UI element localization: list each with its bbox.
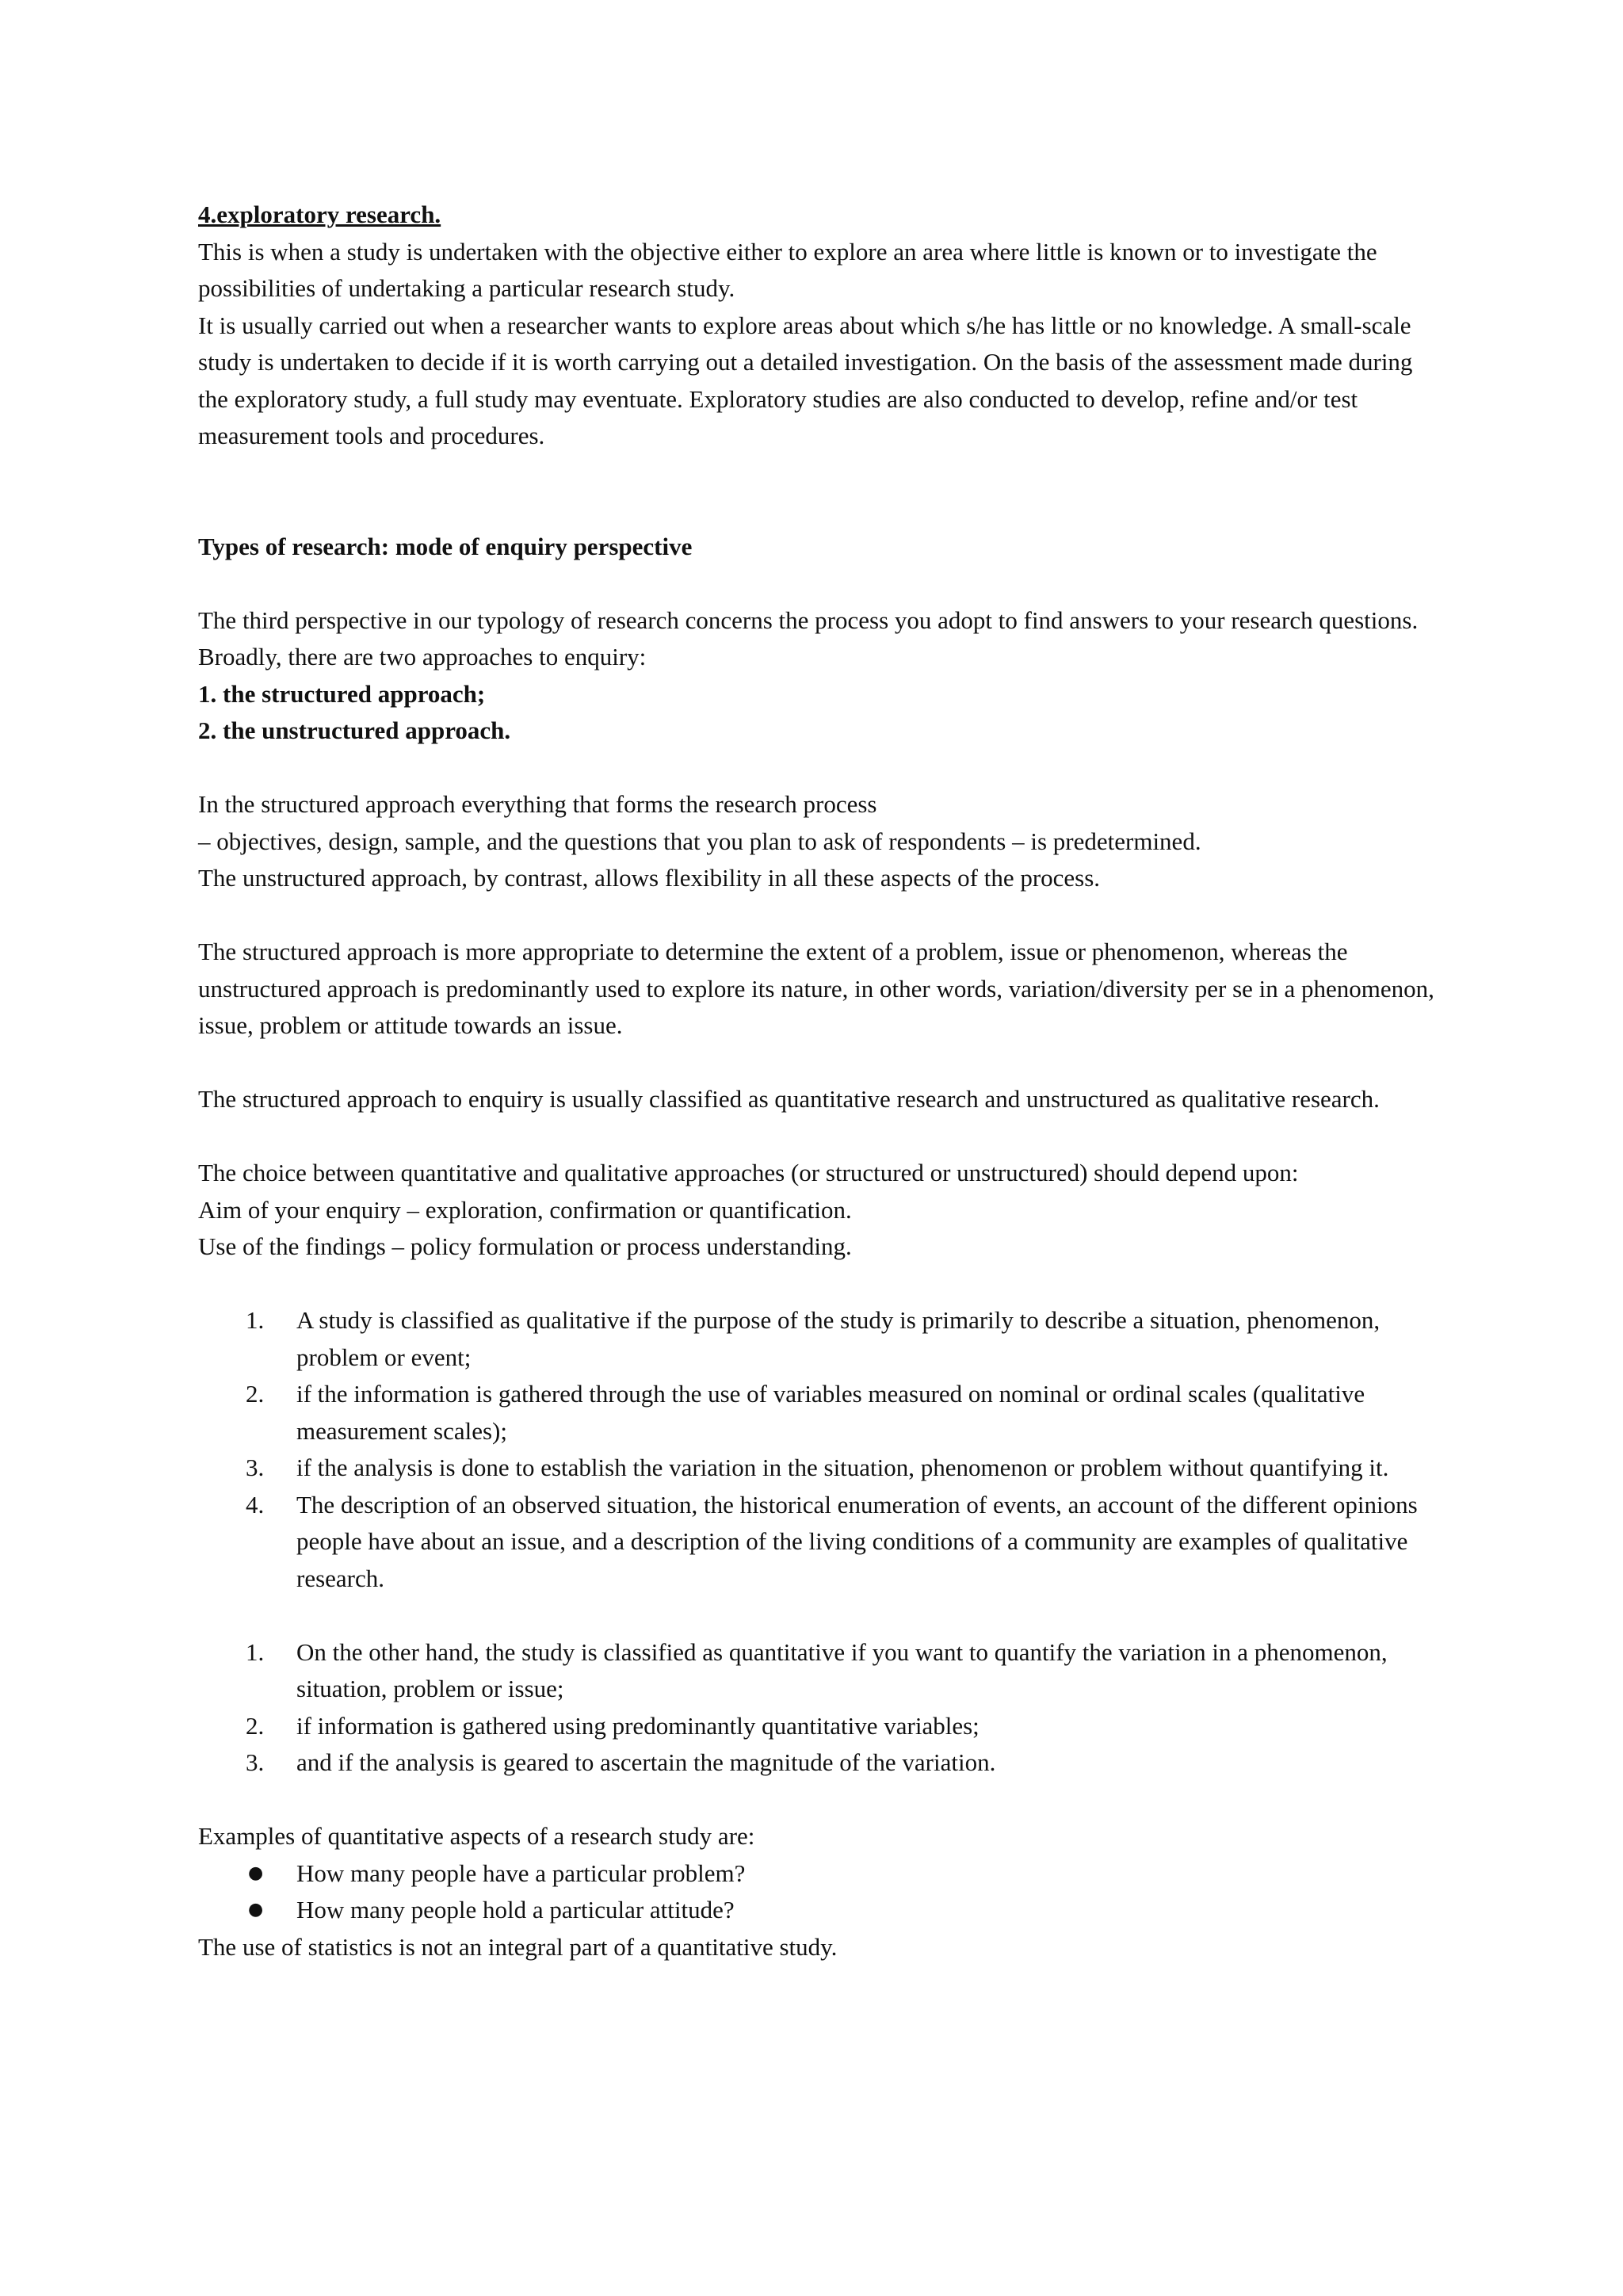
- spacer: [198, 455, 1434, 529]
- paragraph-exploratory-usage: It is usually carried out when a researcher wants to explore areas about which s/he has little or no knowledge. A small-scale study is undertaken to decide if it is worth carrying out a detailed investigation. On the basis of the assessment made during the exploratory study, a full study may eventuate. Exploratory studies are also conducted to develop, refine and/or test measurement tools and procedures.: [198, 311, 1413, 449]
- paragraph-classified: The structured approach to enquiry is usually classified as quantitative research and unstructured as qualitative research.: [198, 1085, 1380, 1113]
- document-page: [198, 197, 1434, 1966]
- list-number: 2.: [246, 1380, 265, 1408]
- list-number: 4.: [246, 1490, 265, 1519]
- approach-unstructured: 2. the unstructured approach.: [198, 716, 511, 744]
- list-item-text: On the other hand, the study is classified as quantitative if you want to quantify the variation in a phenomenon, situation, problem or issue;: [296, 1637, 1388, 1702]
- quantitative-list: [198, 1634, 1434, 1782]
- section-heading-enquiry: Types of research: mode of enquiry perspective: [198, 532, 693, 560]
- bullet-icon: ●: [248, 1900, 264, 1920]
- list-item-text: if the information is gathered through the use of variables measured on nominal or ordinal scales (qualitative measurement scales);: [296, 1380, 1365, 1445]
- list-item: [198, 1450, 1434, 1487]
- list-item: [198, 1708, 1434, 1745]
- list-item: [198, 1302, 1434, 1376]
- list-item: [198, 1487, 1434, 1598]
- paragraph-use: Use of the findings – policy formulation or process understanding.: [198, 1232, 852, 1260]
- list-item: [198, 1855, 1434, 1893]
- list-item-text: if the analysis is done to establish the variation in the situation, phenomenon or problem without quantifying it.: [296, 1454, 1389, 1481]
- spacer: [198, 897, 1434, 934]
- spacer: [198, 1045, 1434, 1082]
- paragraph-structured-line2: – objectives, design, sample, and the questions that you plan to ask of respondents – is predetermined.: [198, 827, 1201, 855]
- spacer: [198, 1266, 1434, 1303]
- paragraph-closing: The use of statistics is not an integral part of a quantitative study.: [198, 1932, 838, 1961]
- spacer: [198, 1782, 1434, 1819]
- list-number: 1.: [246, 1306, 265, 1334]
- list-item-text: How many people have a particular problem?: [296, 1859, 746, 1887]
- list-number: 1.: [246, 1637, 265, 1666]
- paragraph-choice: The choice between quantitative and qualitative approaches (or structured or unstructured) should depend upon:: [198, 1159, 1299, 1186]
- paragraph-appropriate: The structured approach is more appropriate to determine the extent of a problem, issue or phenomenon, whereas the unstructured approach is predominantly used to explore its nature, in other words, variation/diversity per se in a phenomenon, issue, problem or attitude towards an issue.: [198, 938, 1434, 1039]
- list-item-text: The description of an observed situation, the historical enumeration of events, an account of the different opinions people have about an issue, and a description of the living conditions of a community are examples of qualitative research.: [296, 1490, 1418, 1592]
- approach-structured: 1. the structured approach;: [198, 679, 486, 708]
- list-number: 3.: [246, 1748, 265, 1776]
- spacer: [198, 1118, 1434, 1156]
- list-item-text: How many people hold a particular attitude?: [296, 1896, 735, 1924]
- spacer: [198, 565, 1434, 602]
- list-number: 3.: [246, 1454, 265, 1481]
- list-item: [198, 1744, 1434, 1782]
- bullet-icon: ●: [248, 1862, 264, 1883]
- list-item-text: and if the analysis is geared to ascertain the magnitude of the variation.: [296, 1748, 996, 1776]
- list-item-text: if information is gathered using predominantly quantitative variables;: [296, 1711, 980, 1740]
- paragraph-examples-intro: Examples of quantitative aspects of a research study are:: [198, 1822, 755, 1850]
- list-number: 2.: [246, 1711, 265, 1740]
- list-item: [198, 1376, 1434, 1450]
- paragraph-broadly: Broadly, there are two approaches to enquiry:: [198, 643, 647, 670]
- paragraph-enquiry-intro: The third perspective in our typology of research concerns the process you adopt to find answers to your research questions.: [198, 606, 1419, 634]
- qualitative-list: [198, 1302, 1434, 1597]
- examples-bullet-list: [198, 1855, 1434, 1929]
- list-item: [198, 1634, 1434, 1708]
- section-heading-exploratory: 4.exploratory research.: [198, 201, 441, 228]
- paragraph-aim: Aim of your enquiry – exploration, confirmation or quantification.: [198, 1195, 852, 1224]
- paragraph-exploratory-definition: This is when a study is undertaken with the objective either to explore an area where little is known or to investigate the possibilities of undertaking a particular research study.: [198, 237, 1377, 302]
- spacer: [198, 750, 1434, 787]
- paragraph-unstructured: The unstructured approach, by contrast, allows flexibility in all these aspects of the process.: [198, 864, 1101, 892]
- list-item: [198, 1892, 1434, 1929]
- list-item-text: A study is classified as qualitative if the purpose of the study is primarily to describe a situation, phenomenon, problem or event;: [296, 1306, 1381, 1371]
- paragraph-structured-line1: In the structured approach everything that forms the research process: [198, 790, 877, 818]
- spacer: [198, 1597, 1434, 1634]
